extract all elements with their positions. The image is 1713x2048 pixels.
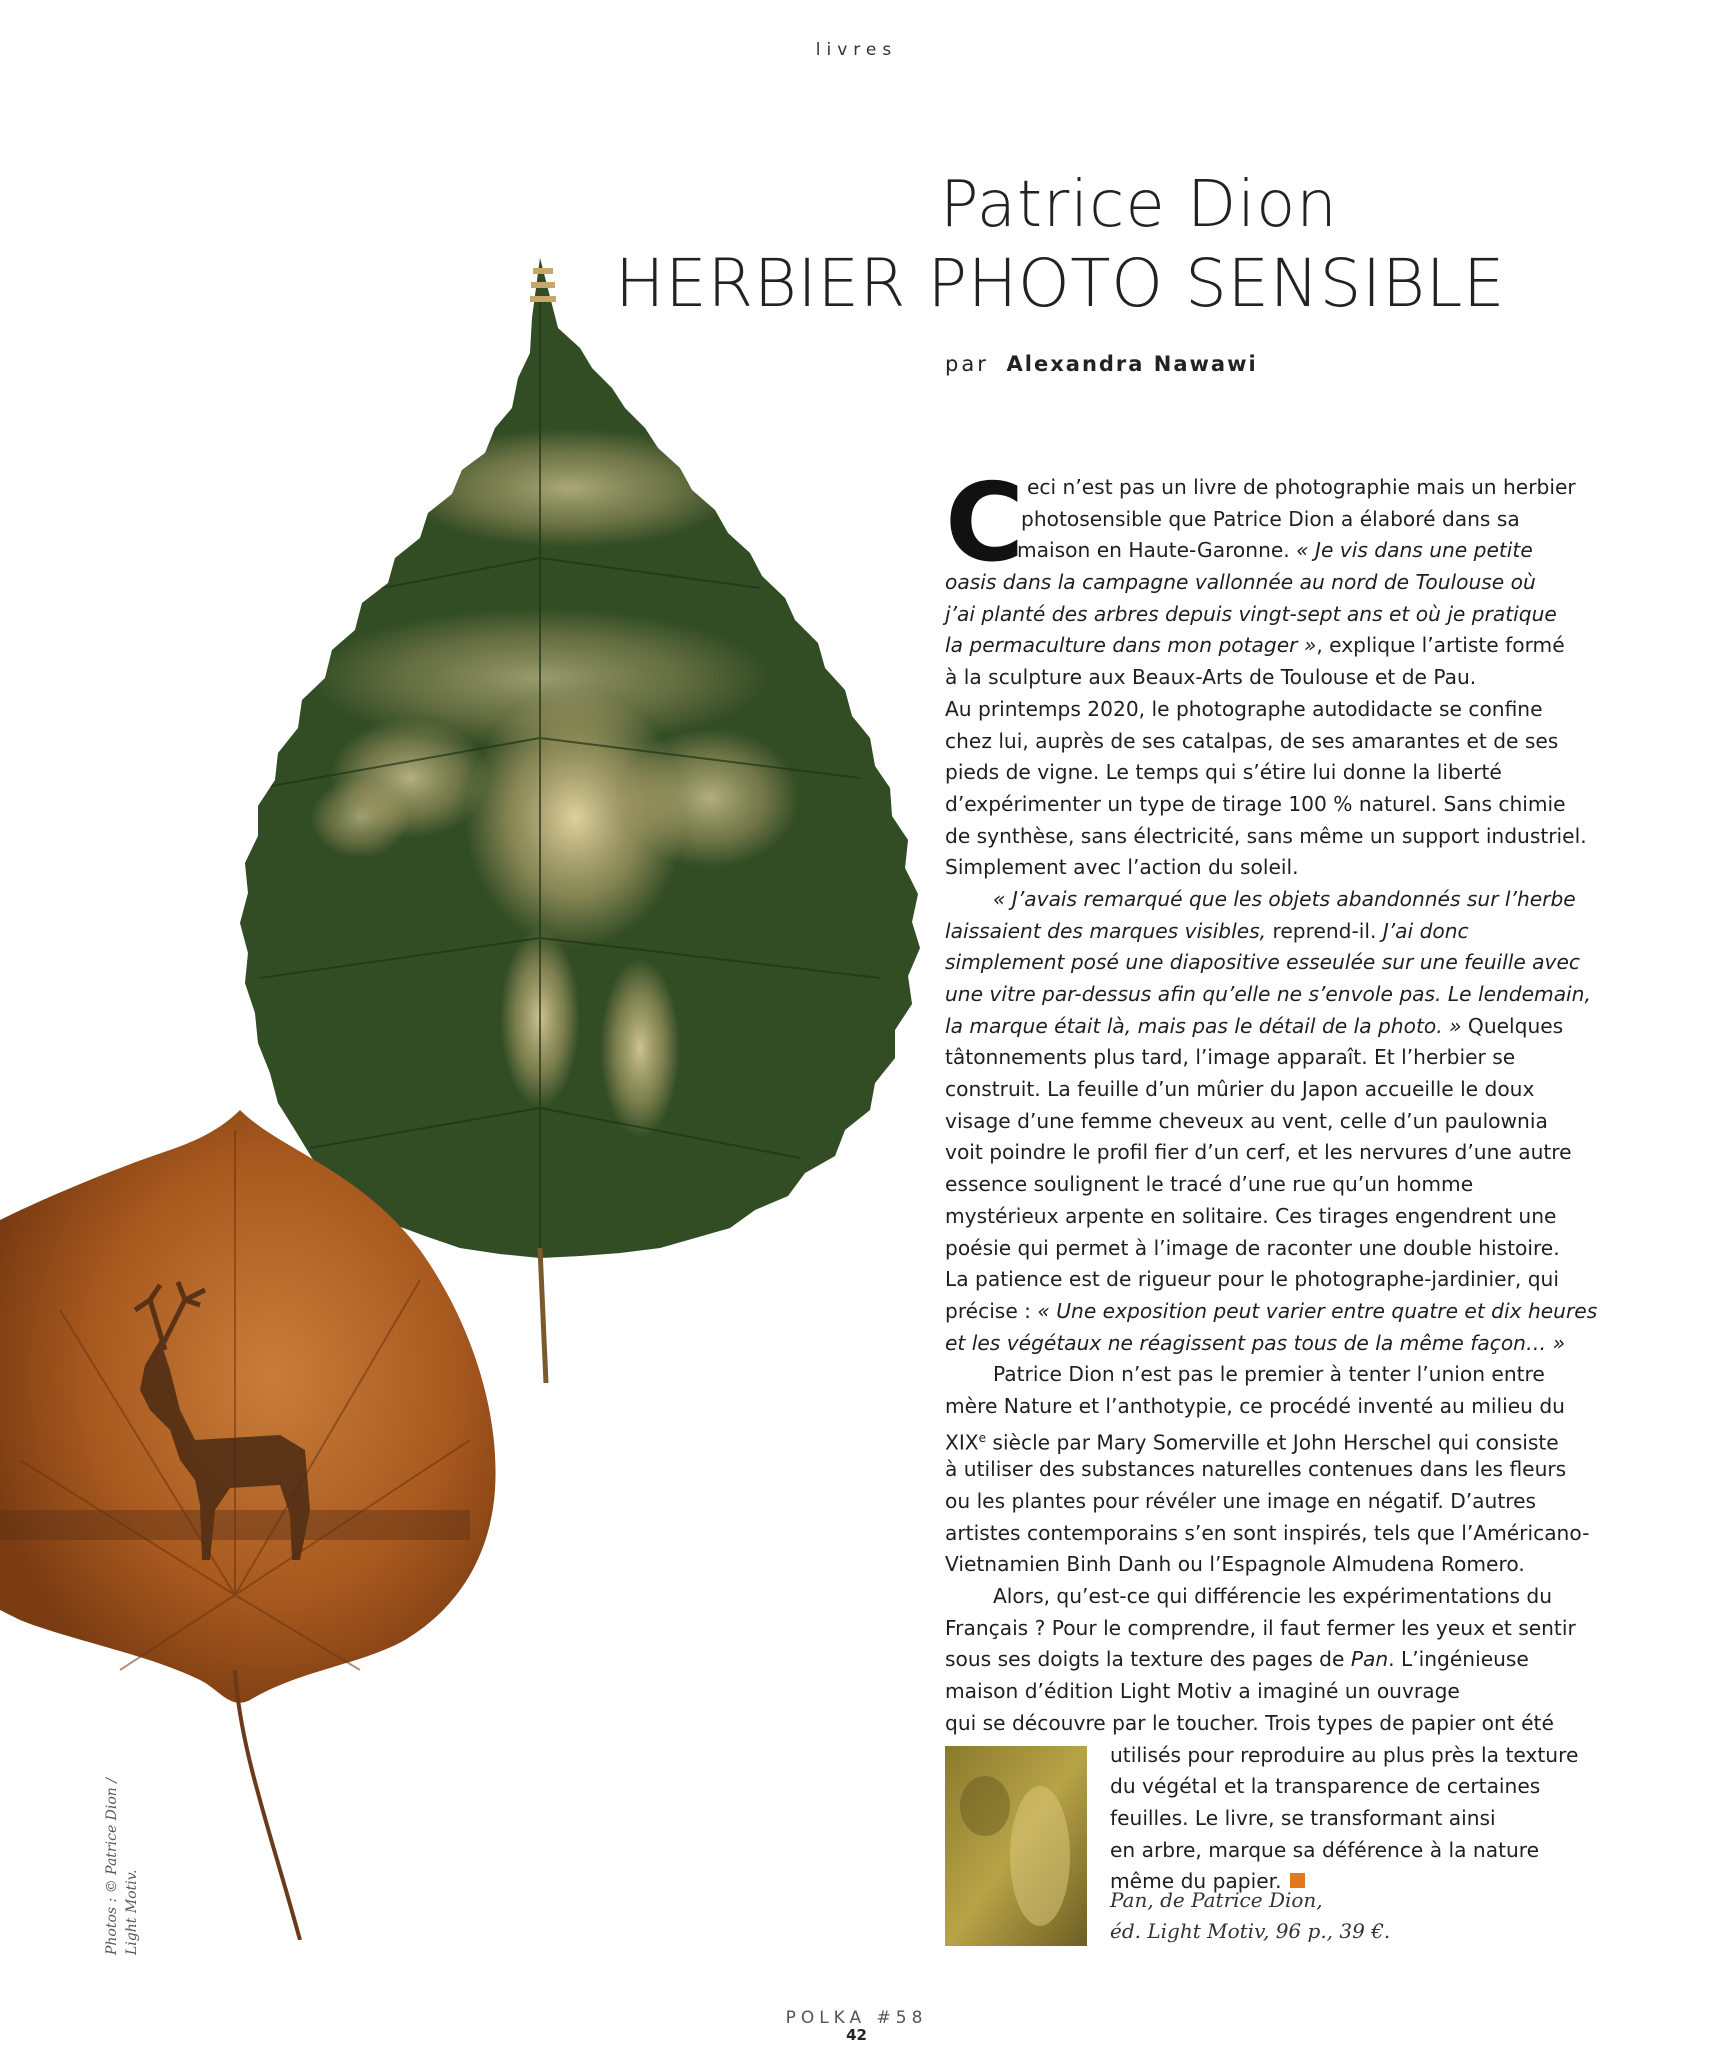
- text-line: laissaient des marques visibles, reprend-il. J’ai donc: [945, 918, 1469, 943]
- text-line: voit poindre le profil fier d’un cerf, et les nervures d’une autre: [945, 1140, 1572, 1165]
- text-line: feuilles. Le livre, se transformant ainsi: [1110, 1805, 1496, 1830]
- text-line: utilisés pour reproduire au plus près la texture: [1110, 1742, 1579, 1767]
- text-line: qui se découvre par le toucher. Trois types de papier ont été: [945, 1710, 1554, 1735]
- leaf-tip-stripes: [530, 268, 556, 302]
- book-caption: [1110, 1885, 1390, 1947]
- text-line: poésie qui permet à l’image de raconter une double histoire.: [945, 1235, 1560, 1260]
- text-line: construit. La feuille d’un mûrier du Japon accueille le doux: [945, 1077, 1535, 1102]
- text-line: Français ? Pour le comprendre, il faut fermer les yeux et sentir: [945, 1615, 1576, 1640]
- article-author-title: Patrice Dion: [940, 168, 1338, 242]
- text-line: eci n’est pas un livre de photographie mais un herbier: [1027, 475, 1576, 499]
- text-line: tâtonnements plus tard, l’image apparaît. Et l’herbier se: [945, 1045, 1516, 1070]
- text-line: oasis dans la campagne vallonnée au nord de Toulouse où: [945, 570, 1536, 595]
- byline-author: Alexandra Nawawi: [1006, 352, 1258, 376]
- byline-prefix: par: [945, 352, 989, 376]
- text-line: simplement posé une diapositive esseulée sur une feuille avec: [945, 950, 1580, 975]
- text-line: Vietnamien Binh Danh ou l’Espagnole Almudena Romero.: [945, 1552, 1525, 1577]
- text-line: et les végétaux ne réagissent pas tous de la même façon… »: [945, 1330, 1566, 1355]
- text-line: chez lui, auprès de ses catalpas, de ses amarantes et de ses: [945, 728, 1559, 753]
- text-line: photosensible que Patrice Dion a élaboré dans sa: [1021, 506, 1520, 531]
- section-label: livres: [815, 40, 898, 60]
- photo-credit: [102, 1735, 142, 1955]
- text-line: La patience est de rigueur pour le photographe-jardinier, qui: [945, 1267, 1559, 1292]
- text-line: même du papier.: [945, 1866, 1585, 1898]
- text-line: Simplement avec l’action du soleil.: [945, 855, 1299, 880]
- book-cover-thumbnail: [945, 1746, 1087, 1946]
- text-line: Alors, qu’est-ce qui différencie les expérimentations du: [993, 1584, 1553, 1609]
- text-line: mère Nature et l’anthotypie, ce procédé inventé au milieu du: [945, 1393, 1565, 1418]
- text-line: sous ses doigts la texture des pages de Pan. L’ingénieuse: [945, 1647, 1529, 1672]
- text-line: artistes contemporains s’en sont inspirés, tels que l’Américano-: [945, 1520, 1590, 1545]
- magazine-footer: POLKA #58: [785, 2008, 928, 2028]
- text-line: du végétal et la transparence de certaines: [1110, 1774, 1541, 1799]
- photo-credit-line: Light Motiv.: [124, 1869, 140, 1955]
- text-line: à utiliser des substances naturelles contenues dans les fleurs: [945, 1457, 1567, 1482]
- text-line: XIXe siècle par Mary Somerville et John Herschel qui consiste: [945, 1430, 1559, 1455]
- text-line: à la sculpture aux Beaux-Arts de Toulouse et de Pau.: [945, 665, 1477, 690]
- text-line: en arbre, marque sa déférence à la nature: [1110, 1837, 1540, 1862]
- text-line: pieds de vigne. Le temps qui s’étire lui donne la liberté: [945, 760, 1502, 785]
- text-line: maison d’édition Light Motiv a imaginé un ouvrage: [945, 1679, 1460, 1704]
- text-line: visage d’une femme cheveux au vent, celle d’un paulownia: [945, 1108, 1548, 1133]
- byline: [945, 352, 1258, 376]
- text-line: j’ai planté des arbres depuis vingt-sept ans et où je pratique: [945, 601, 1557, 626]
- brown-leaf-photo: [0, 1110, 510, 1940]
- text-line: la permaculture dans mon potager », explique l’artiste formé: [945, 633, 1565, 658]
- text-line: précise : « Une exposition peut varier entre quatre et dix heures: [945, 1298, 1598, 1323]
- caption-line: éd. Light Motiv, 96 p., 39 €.: [1110, 1919, 1391, 1943]
- photo-credit-line: Photos : © Patrice Dion /: [104, 1778, 120, 1955]
- text-line: ou les plantes pour révéler une image en négatif. D’autres: [945, 1489, 1537, 1513]
- article-title: HERBIER PHOTO SENSIBLE: [615, 245, 1506, 322]
- drop-cap: C: [945, 461, 1025, 586]
- text-line: Patrice Dion n’est pas le premier à tenter l’union entre: [993, 1362, 1545, 1387]
- text-line: une vitre par-dessus afin qu’elle ne s’envole pas. Le lendemain,: [945, 982, 1591, 1006]
- text-line: d’expérimenter un type de tirage 100 % naturel. Sans chimie: [945, 791, 1566, 816]
- page-number: 42: [846, 2026, 867, 2044]
- text-line: de synthèse, sans électricité, sans même un support industriel.: [945, 823, 1587, 848]
- text-line: la marque était là, mais pas le détail de la photo. » Quelques: [945, 1013, 1564, 1038]
- text-line: essence soulignent le tracé d’une rue qu’un homme: [945, 1172, 1474, 1197]
- text-line: « J’avais remarqué que les objets abandonnés sur l’herbe: [993, 886, 1576, 911]
- text-line: Au printemps 2020, le photographe autodidacte se confine: [945, 696, 1543, 721]
- caption-line: Pan, de Patrice Dion,: [1110, 1888, 1323, 1912]
- article-body: [945, 461, 1598, 1898]
- text-line: mystérieux arpente en solitaire. Ces tirages engendrent une: [945, 1203, 1557, 1228]
- text-line: maison en Haute-Garonne. « Je vis dans une petite: [1017, 538, 1533, 563]
